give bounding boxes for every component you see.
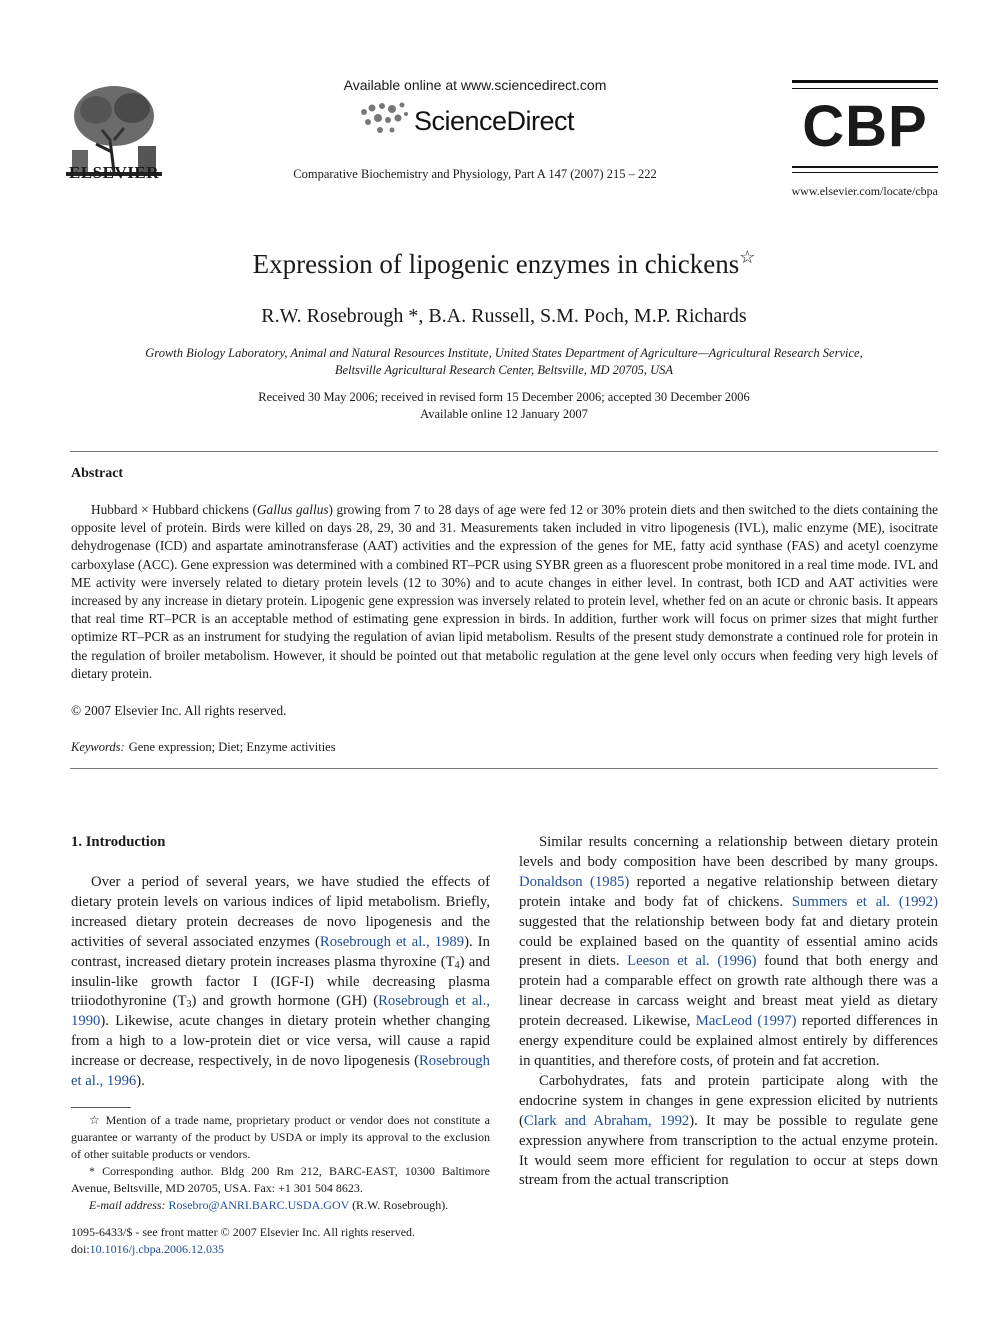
subscript: 4	[454, 959, 460, 971]
left-column	[71, 873, 490, 1092]
abstract-text-1: Hubbard × Hubbard chickens (	[91, 502, 257, 517]
email-link[interactable]: Rosebro@ANRI.BARC.USDA.GOV	[168, 1198, 350, 1212]
p2-text: reported a negative relationship between dietary protein intake and body fat of chickens.	[519, 873, 938, 910]
doi-label: doi:	[71, 1242, 90, 1256]
citation-link[interactable]: Rosebrough et al., 1989	[319, 933, 465, 950]
journal-abbreviation: CBP	[802, 94, 928, 159]
footnote-rule	[71, 1107, 131, 1108]
doi-line	[71, 1241, 415, 1258]
p3-text: Carbohydrates, fats and protein participate along with the endocrine system in changes in gene expression elicited by nutrients (	[519, 1072, 938, 1129]
footnote-trade-name	[71, 1112, 490, 1163]
abstract-heading: Abstract	[71, 466, 124, 481]
p1-text: ) and insulin-like growth factor I (IGF-I) while decreasing plasma triiodothyronine (T	[71, 953, 490, 1010]
abstract-copyright: © 2007 Elsevier Inc. All rights reserved.	[71, 703, 287, 718]
citation-link[interactable]: Rosebrough et al., 1990	[71, 993, 490, 1030]
keywords-label: Keywords:	[71, 740, 125, 754]
p1-text: ).	[136, 1073, 145, 1090]
p2-text: found that both energy and protein had a comparable effect on growth rate although there was a linear decrease in carcass weight and breast meat yield as dietary protein decreased. Likewise,	[519, 953, 938, 1030]
subscript: 3	[186, 999, 192, 1011]
footnote-star: ☆	[89, 1113, 102, 1127]
section-heading-introduction: 1. Introduction	[71, 834, 166, 850]
citation-link[interactable]: Donaldson (1985)	[519, 873, 630, 890]
p2-text: suggested that the relationship between body fat and dietary protein could be explained based on the quantity of essential amino acids present in diets.	[519, 913, 938, 970]
cbp-rule-bottom	[792, 166, 938, 168]
p1-text: Over a period of several years, we have studied the effects of dietary protein levels on various indices of lipid metabolism. Briefly, increased dietary protein decreases de novo lipogenesis and the activities of several associated enzymes (	[71, 874, 490, 950]
footnote-corresponding: * Corresponding author. Bldg 200 Rm 212, BARC-EAST, 10300 Baltimore Avenue, Beltsville, MD 20705, USA. Fax: +1 301 504 8623.	[71, 1164, 490, 1195]
cbp-rule-mid	[792, 88, 938, 89]
affiliation-line-2: Beltsville Agricultural Research Center, Beltsville, MD 20705, USA	[334, 363, 674, 377]
dates-available: Available online 12 January 2007	[420, 407, 588, 421]
citation-link[interactable]: Clark and Abraham, 1992	[523, 1112, 690, 1129]
journal-url-link[interactable]: www.elsevier.com/locate/cbpa	[791, 184, 938, 198]
footnote-email	[71, 1197, 490, 1214]
keywords-list: Gene expression; Diet; Enzyme activities	[128, 740, 336, 754]
citation-link[interactable]: Summers et al. (1992)	[791, 893, 938, 910]
keywords	[71, 740, 336, 755]
journal-citation: Comparative Biochemistry and Physiology, Part A 147 (2007) 215 – 222	[293, 167, 657, 181]
intro-paragraph-3	[519, 1072, 938, 1191]
publisher-name: ELSEVIER	[69, 163, 159, 182]
p1-text: ). In contrast, increased dietary protein increases plasma thyroxine (T	[71, 933, 490, 970]
email-label: E-mail address:	[89, 1198, 166, 1212]
article-title-text: Expression of lipogenic enzymes in chickens	[252, 249, 740, 279]
email-suffix: (R.W. Rosebrough).	[349, 1198, 449, 1212]
intro-paragraph-1	[71, 873, 490, 1092]
p2-text: reported differences in energy expenditure could be explained almost entirely by differences in quantities, and therefore costs, of protein and fat accretion.	[519, 1013, 938, 1069]
cbp-rule-top	[792, 80, 938, 83]
abstract-body	[71, 501, 938, 683]
affiliation	[100, 345, 908, 379]
issn-line: 1095-6433/$ - see front matter © 2007 Elsevier Inc. All rights reserved.	[71, 1225, 416, 1239]
p3-text: ). It may be possible to regulate gene expression anywhere from transcription to the actual enzyme protein. It would seem more efficient for regulation to occur at steps down stream from the actual transcription	[519, 1112, 938, 1189]
citation-link[interactable]: Rosebrough et al., 1996	[71, 1053, 490, 1090]
divider-top	[70, 451, 938, 452]
p1-text: ) and growth hormone (GH) (	[191, 993, 379, 1010]
article-dates	[100, 389, 908, 423]
title-footnote-star[interactable]: ☆	[739, 247, 756, 267]
author-list: R.W. Rosebrough *, B.A. Russell, S.M. Poch, M.P. Richards	[261, 305, 747, 327]
p1-text: ). Likewise, acute changes in dietary protein whether changing from a high to a low-protein diet or vice versa, will cause a rapid increase or decrease, respectively, in de novo lipogenesis (	[71, 1013, 490, 1070]
cbp-rule-bottom-thin	[792, 172, 938, 173]
abstract-species: Gallus gallus	[256, 502, 329, 517]
divider-bottom	[70, 768, 938, 769]
affiliation-line-1: Growth Biology Laboratory, Animal and Natural Resources Institute, United States Department of Agriculture—Agricultural Research Service,	[145, 346, 863, 360]
intro-paragraph-2	[519, 833, 938, 1072]
available-online-text[interactable]: Available online at www.sciencedirect.com	[343, 77, 607, 93]
right-column	[519, 833, 938, 1191]
p2-text: Similar results concerning a relationship between dietary protein levels and body composition have been described by many groups.	[519, 834, 938, 870]
citation-link[interactable]: MacLeod (1997)	[695, 1013, 797, 1030]
doi-link[interactable]: 10.1016/j.cbpa.2006.12.035	[89, 1242, 224, 1256]
dates-received: Received 30 May 2006; received in revised form 15 December 2006; accepted 30 December 2006	[258, 390, 750, 404]
sciencedirect-wordmark[interactable]: ScienceDirect	[414, 106, 575, 136]
footnotes	[71, 1112, 490, 1214]
abstract-text-2: ) growing from 7 to 28 days of age were fed 12 or 30% protein diets and then switched to the diets containing the opposite level of protein. Birds were killed on days 28, 29, 30 and 31. Measurements taken included in vitro lipogenesis (IVL), malic enzyme (ME), isocitrate dehydrogenase (ICD) and aspartate aminotransferase (AAT) activities and the expression of the genes for ME, fatty acid synthase (FAS) and acetyl coenzyme carboxylase (ACC). Gene expression was determined with a combined RT–PCR using SYBR green as a fluorescent probe monitored in a real time mode. IVL and ME activity were inversely related to dietary protein levels (12 to 30%) and to acute changes in either level. In contrast, both ICD and AAT activities were increased by any increase in dietary protein. Lipogenic gene expression was inversely related to protein level, whether fed on an acute or chronic basis. It appears that real time RT–PCR is an acceptable method of estimating gene expression in birds. In addition, further work will focus on primer sizes that might further optimize RT–PCR as an instrument for studying the regulation of avian lipid metabolism. Results of the present study demonstrate a continued role for protein in the regulation of broiler metabolism. However, it should be pointed out that metabolic regulation at the gene level only occurs when feeding very high levels of dietary protein.	[71, 502, 939, 681]
issn-block	[71, 1224, 415, 1258]
article-title	[70, 247, 938, 280]
citation-link[interactable]: Leeson et al. (1996)	[627, 953, 757, 970]
footnote-text: Mention of a trade name, proprietary product or vendor does not constitute a guarantee or warranty of the product by USDA or imply its approval to the exclusion of other suitable products or vendors.	[71, 1113, 490, 1161]
